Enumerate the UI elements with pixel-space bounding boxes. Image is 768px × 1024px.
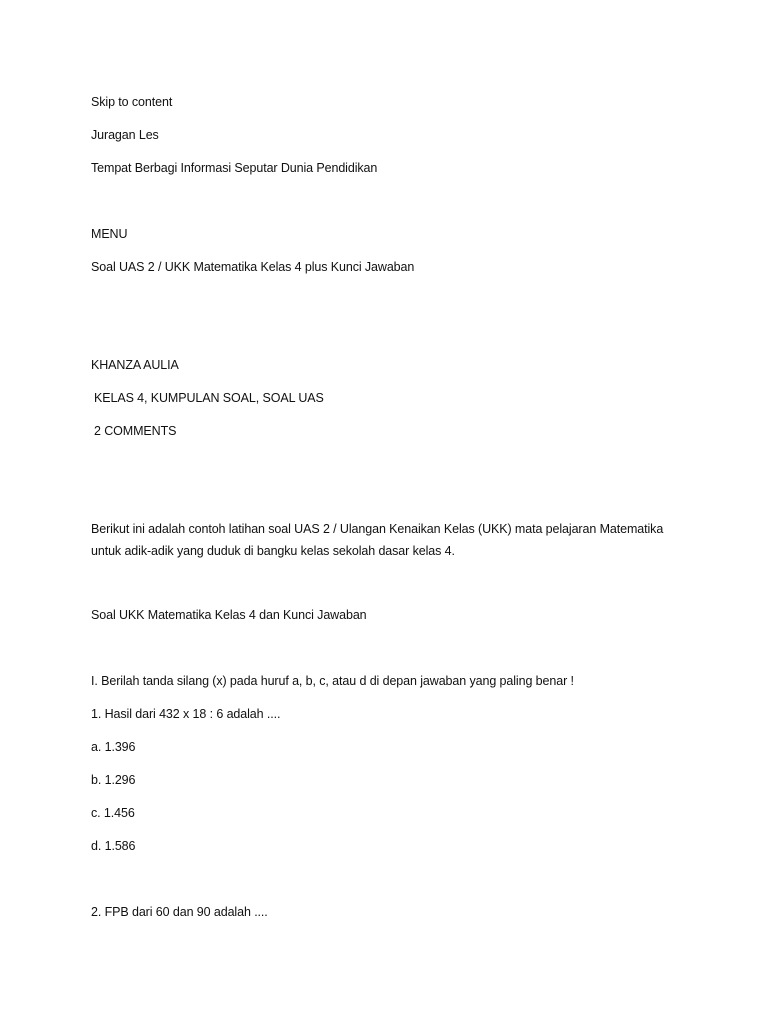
question-1-option-a: a. 1.396 (91, 740, 136, 754)
article-subtitle: Soal UKK Matematika Kelas 4 dan Kunci Jawaban (91, 608, 367, 622)
question-instruction: I. Berilah tanda silang (x) pada huruf a, b, c, atau d di depan jawaban yang paling benar ! (91, 674, 574, 688)
article-title: Soal UAS 2 / UKK Matematika Kelas 4 plus Kunci Jawaban (91, 260, 415, 274)
article-intro-line-1: Berikut ini adalah contoh latihan soal UAS 2 / Ulangan Kenaikan Kelas (UKK) mata pelajaran Matematika (91, 522, 664, 536)
article-comments-count[interactable]: 2 COMMENTS (94, 424, 177, 438)
question-1-text: 1. Hasil dari 432 x 18 : 6 adalah .... (91, 707, 281, 721)
question-1-option-b: b. 1.296 (91, 773, 136, 787)
site-title[interactable]: Juragan Les (91, 128, 159, 142)
question-1-option-c: c. 1.456 (91, 806, 135, 820)
site-description: Tempat Berbagi Informasi Seputar Dunia Pendidikan (91, 161, 378, 175)
menu-toggle[interactable]: MENU (91, 227, 128, 241)
question-1-option-d: d. 1.586 (91, 839, 136, 853)
skip-to-content-link[interactable]: Skip to content (91, 95, 173, 109)
article-categories[interactable]: KELAS 4, KUMPULAN SOAL, SOAL UAS (94, 391, 324, 405)
question-2-text: 2. FPB dari 60 dan 90 adalah .... (91, 905, 268, 919)
article-intro-line-2: untuk adik-adik yang duduk di bangku kelas sekolah dasar kelas 4. (91, 544, 455, 558)
article-author[interactable]: KHANZA AULIA (91, 358, 179, 372)
